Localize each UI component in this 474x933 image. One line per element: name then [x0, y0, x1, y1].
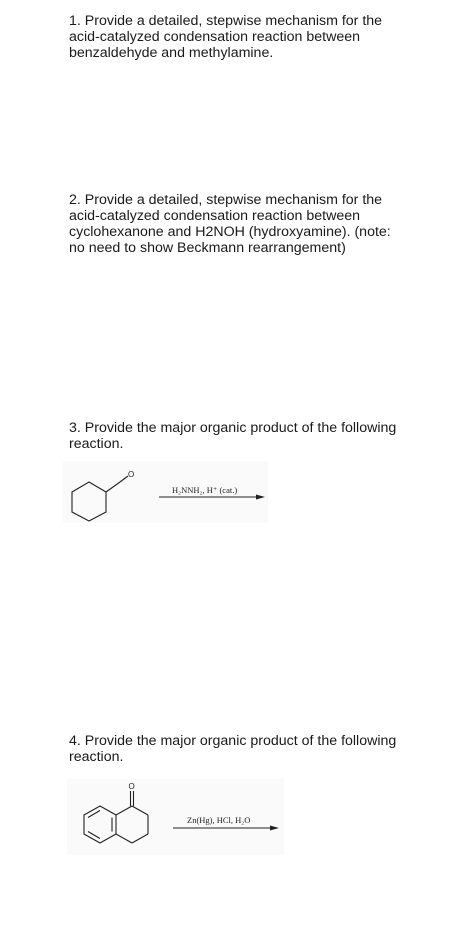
question-4-text: 4. Provide the major organic product of the following reaction.: [69, 733, 397, 765]
question-3-reaction-scheme: [63, 461, 268, 523]
question-3-reagent: H₂NNH₂, H⁺ (cat.): [172, 485, 238, 495]
tetralone-structure: [84, 791, 148, 843]
question-4-arrow-head-icon: [270, 826, 279, 831]
ketone-oxygen-label: O: [128, 782, 135, 791]
question-4-reaction: [67, 779, 284, 855]
question-1-text: 1. Provide a detailed, stepwise mechanism for the acid-catalyzed condensation reaction between benzaldehyde and methylamine.: [69, 13, 383, 61]
question-2-text: 2. Provide a detailed, stepwise mechanism for the acid-catalyzed condensation reaction between cyclohexanone and H2NOH (hydroxyamine). (note: no need to show Beckmann rearrangement): [69, 192, 391, 256]
question-3-text: 3. Provide the major organic product of the following reaction.: [69, 420, 397, 452]
question-3-arrow-head-icon: [256, 495, 265, 500]
question-4-reagent: Zn(Hg), HCl, H₂O: [187, 815, 251, 825]
question-3-reaction: [63, 461, 268, 523]
cyclohexanecarbaldehyde-structure: [72, 476, 128, 521]
question-4-reaction-scheme: [67, 779, 284, 855]
aldehyde-oxygen-label: O: [128, 470, 135, 479]
